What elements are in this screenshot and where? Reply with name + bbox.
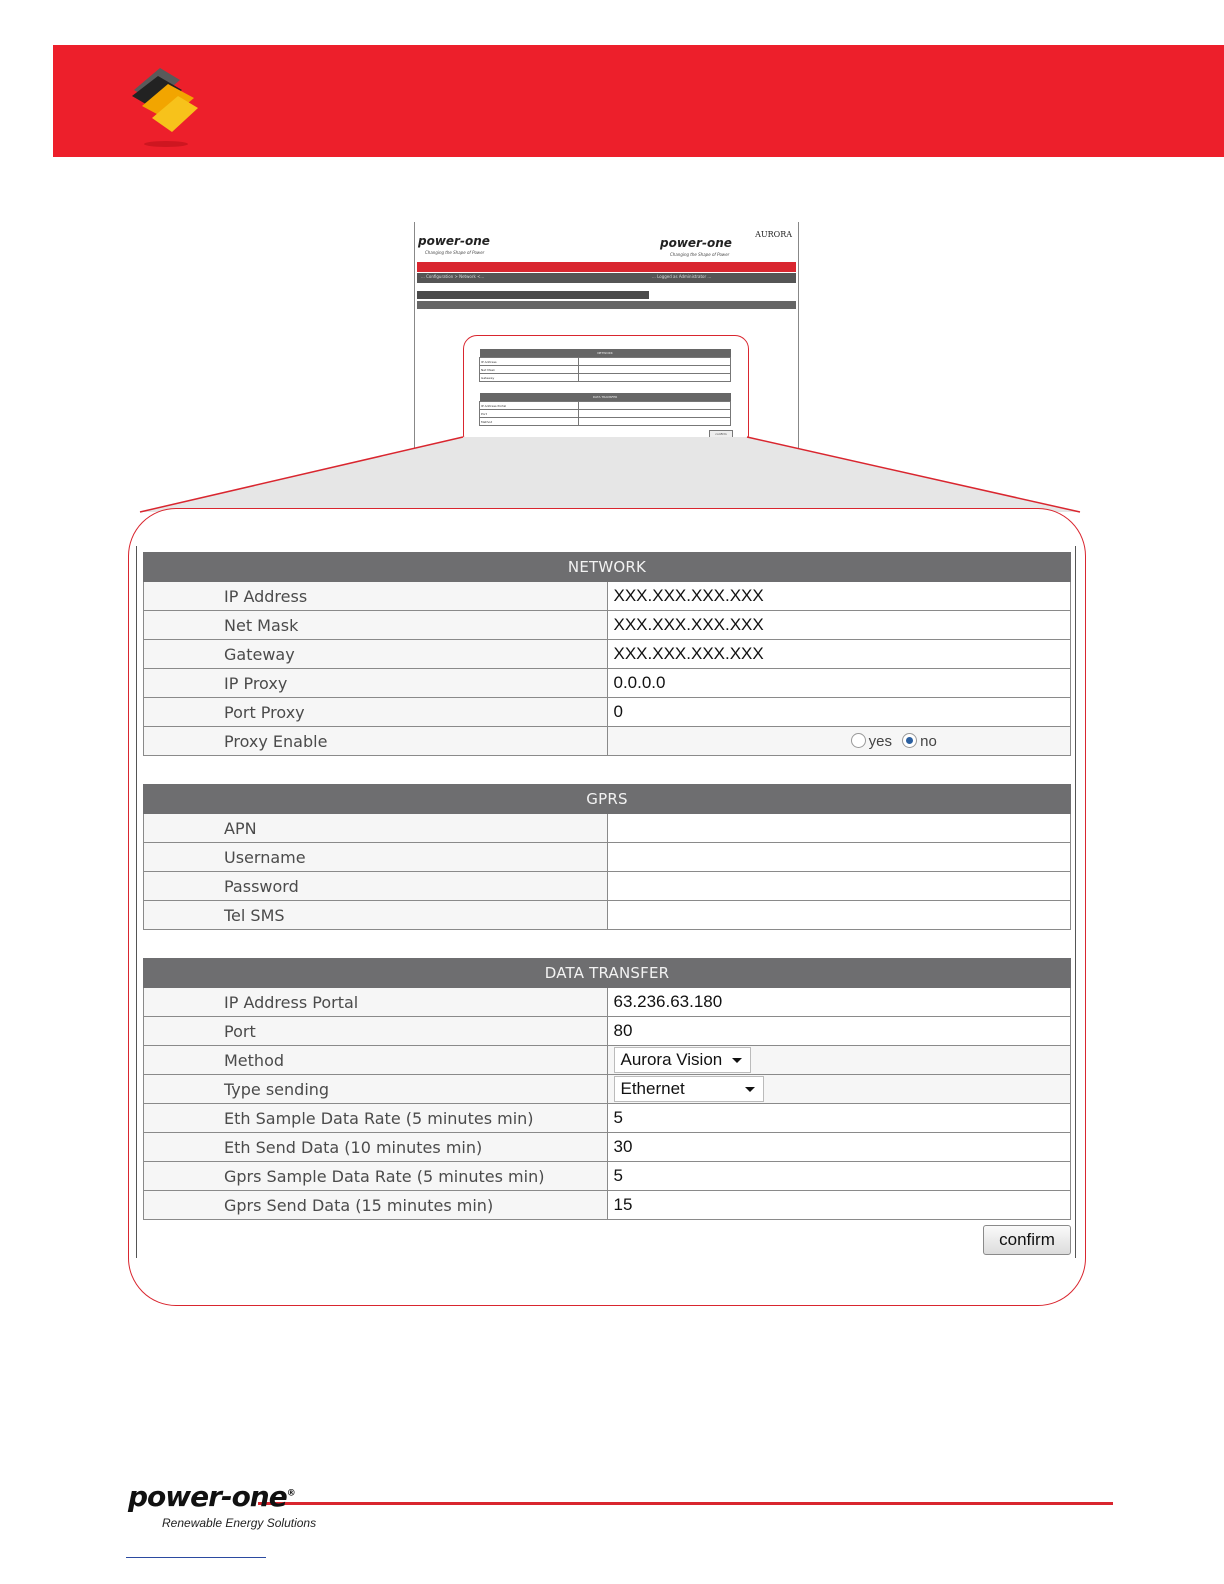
ip-proxy-label: IP Proxy [144,669,608,698]
network-table [143,552,1071,756]
eth-sample-rate-label: Eth Sample Data Rate (5 minutes min) [144,1104,608,1133]
thumbnail-logo-left: power-one [418,234,490,248]
type-sending-label: Type sending [144,1075,608,1104]
table-row [144,669,1071,698]
table-row [144,814,1071,843]
table-row [144,872,1071,901]
table-row [144,582,1071,611]
table-row [144,1191,1071,1220]
proxy-enable-options [607,727,1071,756]
net-mask-label: Net Mask [144,611,608,640]
method-select[interactable]: Aurora Vision [614,1047,752,1073]
thumbnail-confirm-button: confirm [709,430,733,439]
footer-tagline: Renewable Energy Solutions [162,1516,317,1530]
table-row [144,1104,1071,1133]
port-label: Port [144,1017,608,1046]
thumbnail-network-title: NETWORK [480,349,731,358]
table-row [144,1017,1071,1046]
table-row [144,901,1071,930]
ip-proxy-input[interactable]: 0.0.0.0 [607,669,1071,698]
tel-sms-input[interactable] [607,901,1071,930]
table-row [144,1075,1071,1104]
thumbnail-logo-right: power-one [660,236,732,250]
thumbnail-data-transfer-title: DATA TRANSFER [480,393,731,402]
thumbnail-tagline-right: Changing the Shape of Power [670,252,730,257]
network-title: NETWORK [144,553,1071,582]
type-sending-select[interactable]: Ethernet [614,1076,764,1102]
thumbnail-login-status: ... Logged as Administrator ... [652,274,712,279]
footer-red-line [258,1502,1113,1505]
panel-divider-left [136,546,137,1258]
table-row [144,988,1071,1017]
net-mask-input[interactable]: XXX.XXX.XXX.XXX [607,611,1071,640]
proxy-enable-label: Proxy Enable [144,727,608,756]
table-row [144,611,1071,640]
port-input[interactable]: 80 [607,1017,1071,1046]
eth-sample-rate-input[interactable]: 5 [607,1104,1071,1133]
ip-address-portal-input[interactable]: 63.236.63.180 [607,988,1071,1017]
proxy-no-label: no [920,732,937,750]
ip-address-label: IP Address [144,582,608,611]
table-row [144,698,1071,727]
footer-registered-mark: ® [286,1488,295,1499]
table-row [144,1162,1071,1191]
table-row [144,727,1071,756]
username-input[interactable] [607,843,1071,872]
proxy-yes-label: yes [868,732,892,750]
eth-send-data-label: Eth Send Data (10 minutes min) [144,1133,608,1162]
apn-input[interactable] [607,814,1071,843]
gprs-sample-rate-input[interactable]: 5 [607,1162,1071,1191]
panel-divider-right [1075,546,1076,1258]
gprs-title: GPRS [144,785,1071,814]
gateway-label: Gateway [144,640,608,669]
table-row [144,1133,1071,1162]
table-row [144,1046,1071,1075]
eth-send-data-input[interactable]: 30 [607,1133,1071,1162]
ip-address-input[interactable]: XXX.XXX.XXX.XXX [607,582,1071,611]
data-transfer-table [143,958,1071,1220]
data-transfer-title: DATA TRANSFER [144,959,1071,988]
confirm-button[interactable]: confirm [983,1225,1071,1255]
proxy-yes-radio[interactable] [851,733,866,748]
tel-sms-label: Tel SMS [144,901,608,930]
port-proxy-input[interactable]: 0 [607,698,1071,727]
thumbnail-aurora-logo: AURORA [755,230,792,239]
thumbnail-breadcrumb: ... Configuration > Network <... [421,274,485,279]
gprs-send-data-label: Gprs Send Data (15 minutes min) [144,1191,608,1220]
apn-label: APN [144,814,608,843]
ip-address-portal-label: IP Address Portal [144,988,608,1017]
thumbnail-tagline-left: Changing the Shape of Power [425,250,485,255]
method-label: Method [144,1046,608,1075]
password-input[interactable] [607,872,1071,901]
gprs-table [143,784,1071,930]
gprs-sample-rate-label: Gprs Sample Data Rate (5 minutes min) [144,1162,608,1191]
username-label: Username [144,843,608,872]
port-proxy-label: Port Proxy [144,698,608,727]
footer-logo [128,1480,295,1513]
thumbnail-network-table: NETWORK IP Address Net Mask Gateway [479,349,731,382]
password-label: Password [144,872,608,901]
table-row [144,640,1071,669]
thumbnail-data-transfer-table: DATA TRANSFER IP Address Portal Port Method [479,393,731,426]
gprs-send-data-input[interactable]: 15 [607,1191,1071,1220]
table-row [144,843,1071,872]
proxy-no-radio[interactable] [902,733,917,748]
gateway-input[interactable]: XXX.XXX.XXX.XXX [607,640,1071,669]
footer-link-underline [126,1557,266,1558]
footer-brand-name: power-one [128,1480,287,1513]
